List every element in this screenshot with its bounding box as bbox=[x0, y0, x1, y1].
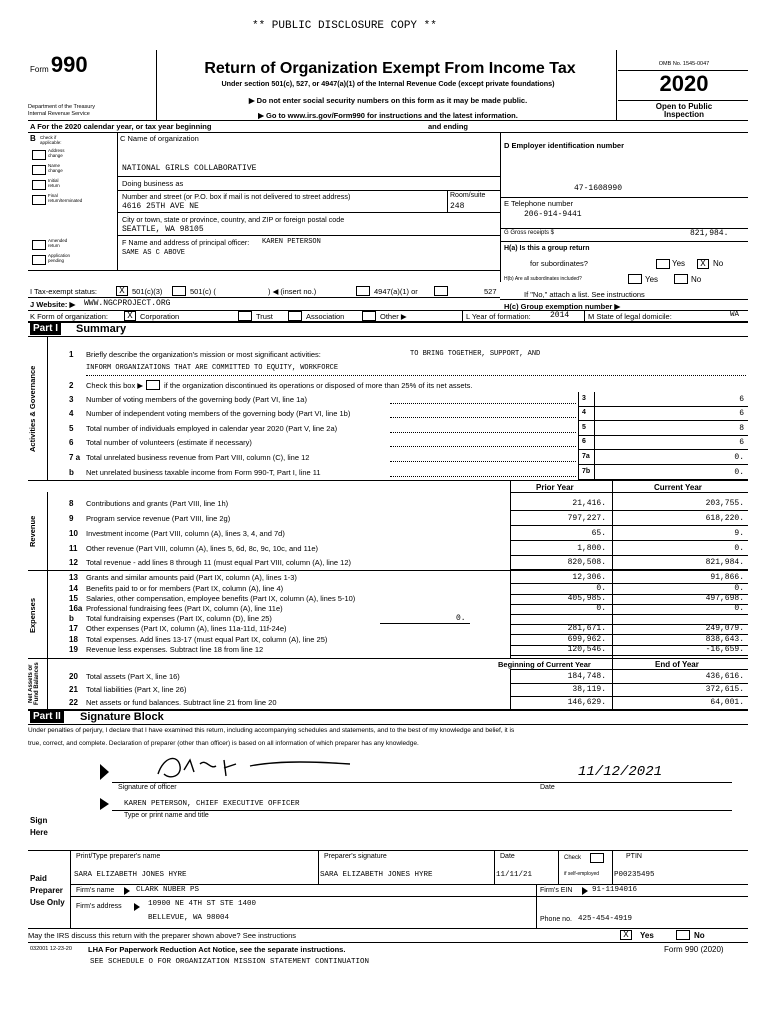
amended-return-label: Amended return bbox=[48, 238, 68, 248]
 bbox=[578, 392, 579, 406]
city-value: SEATTLE, WA 98105 bbox=[122, 225, 204, 234]
street-label: Number and street (or P.O. box if mail is not delivered to street address) bbox=[122, 192, 351, 201]
principal-officer-name: KAREN PETERSON bbox=[262, 238, 321, 246]
 bbox=[594, 406, 595, 420]
line1-value-2: INFORM ORGANIZATIONS THAT ARE COMMITTED TO EQUITY, WORKFORCE bbox=[86, 364, 339, 372]
tax-year: 2020 bbox=[659, 71, 709, 96]
subordinates-label: H(b) Are all subordinates included? bbox=[504, 276, 582, 282]
discontinued-checkbox[interactable] bbox=[146, 380, 160, 390]
 bbox=[578, 421, 579, 435]
penalty-statement-2: true, correct, and complete. Declaration of preparer (other than officer) is based on all information of which preparer has any knowledge. bbox=[28, 740, 419, 747]
trust-label: Trust bbox=[256, 312, 273, 321]
form-of-org-label: K Form of organization: bbox=[30, 312, 108, 321]
firm-name-label: Firm's name bbox=[76, 887, 115, 894]
current-year-value: 0. bbox=[734, 544, 744, 553]
part2-tag: Part II bbox=[30, 711, 64, 723]
association-label: Association bbox=[306, 312, 345, 321]
corporation-label: Corporation bbox=[140, 312, 180, 321]
section-b-label: B bbox=[30, 134, 36, 143]
current-year-value: 372,615. bbox=[705, 685, 744, 694]
status-501c-insert-label: ) ◀ (insert no.) bbox=[268, 287, 317, 296]
gov-line-box: 6 bbox=[582, 438, 586, 445]
prior-year-value: 797,227. bbox=[567, 514, 606, 523]
 bbox=[510, 696, 748, 697]
prior-year-value: 38,119. bbox=[572, 685, 606, 694]
gov-line-number: 5 bbox=[69, 424, 74, 433]
col-prior-year: Prior Year bbox=[536, 483, 574, 492]
money-line-label: Benefits paid to or for members (Part IX, column (A), line 4) bbox=[86, 584, 284, 593]
current-year-value: 618,220. bbox=[705, 514, 744, 523]
discuss-no-label: No bbox=[694, 931, 705, 940]
firm-ein-label: Firm's EIN bbox=[540, 887, 573, 894]
 bbox=[510, 510, 748, 511]
 bbox=[578, 435, 579, 449]
prior-year-value: 12,306. bbox=[572, 573, 606, 582]
officer-name-title: KAREN PETERSON, CHIEF EXECUTIVE OFFICER bbox=[124, 800, 300, 808]
money-line-number: 10 bbox=[69, 529, 78, 538]
status-4947-label: 4947(a)(1) or bbox=[374, 287, 418, 296]
current-year-value: -16,659. bbox=[705, 645, 744, 654]
group-return-sub: for subordinates? bbox=[530, 259, 588, 268]
prior-year-value: 820,508. bbox=[567, 558, 606, 567]
 bbox=[510, 540, 748, 541]
money-line-number: 14 bbox=[69, 584, 78, 593]
trust-checkbox[interactable] bbox=[238, 311, 252, 321]
status-501c-label: 501(c) ( bbox=[190, 287, 216, 296]
lha-notice: LHA For Paperwork Reduction Act Notice, see the separate instructions. bbox=[88, 945, 346, 954]
prior-year-value: 699,962. bbox=[567, 635, 606, 644]
line16b-inline-value: 0. bbox=[456, 614, 466, 623]
open-inspection-2: Inspection bbox=[663, 110, 704, 119]
gov-line-label: Number of independent voting members of the governing body (Part VI, line 1b) bbox=[86, 409, 351, 418]
irs-instructions-link[interactable]: ▶ Go to www.irs.gov/Form990 for instructions and the latest information. bbox=[258, 111, 518, 120]
ein-label: D Employer identification number bbox=[504, 141, 625, 150]
prior-year-value: 1,800. bbox=[577, 544, 606, 553]
firm-address-line2: BELLEVUE, WA 98004 bbox=[148, 914, 230, 922]
preparer-date-value: 11/11/21 bbox=[496, 871, 533, 879]
current-year-value: 0. bbox=[734, 584, 744, 593]
penalty-statement-1: Under penalties of perjury, I declare that I have examined this return, including accompanying schedules and statements, and to the best of my knowledge and belief, it is bbox=[28, 727, 515, 734]
year-formation-label: L Year of formation: bbox=[466, 312, 531, 321]
subordinates-yes-label: Yes bbox=[645, 275, 659, 284]
discuss-yes-label: Yes bbox=[640, 931, 654, 940]
form-code: 032001 12-23-20 bbox=[30, 946, 72, 952]
form-word: Form bbox=[30, 65, 49, 74]
preparer-label: Preparer bbox=[30, 886, 63, 895]
group-return-label: H(a) Is this a group return bbox=[504, 245, 590, 252]
 bbox=[578, 464, 748, 465]
line1-label: Briefly describe the organization's mission or most significant activities: bbox=[86, 350, 321, 359]
 bbox=[578, 449, 748, 450]
form-title: Return of Organization Exempt From Income Tax bbox=[204, 60, 576, 77]
prior-year-value: 21,416. bbox=[572, 499, 606, 508]
city-label: City or town, state or province, country, and ZIP or foreign postal code bbox=[122, 215, 345, 224]
form-subtitle: Under section 501(c), 527, or 4947(a)(1) of the Internal Revenue Code (except private foundations) bbox=[221, 79, 555, 88]
 bbox=[390, 476, 576, 477]
money-line-label: Contributions and grants (Part VIII, line 1h) bbox=[86, 499, 229, 508]
preparer-signature-value: SARA ELIZABETH JONES HYRE bbox=[320, 871, 433, 879]
gov-line-number: b bbox=[69, 468, 74, 477]
money-line-label: Revenue less expenses. Subtract line 18 from line 12 bbox=[86, 645, 264, 654]
gov-line-box: 4 bbox=[582, 409, 586, 416]
name-change-checkbox[interactable] bbox=[32, 165, 46, 175]
status-501c3-checkbox[interactable]: X bbox=[116, 286, 128, 296]
gov-line-box: 3 bbox=[582, 395, 586, 402]
disclosure-banner: ** PUBLIC DISCLOSURE COPY ** bbox=[252, 20, 437, 32]
discuss-yes-checkbox[interactable]: X bbox=[620, 930, 632, 940]
ptin-label: PTIN bbox=[626, 853, 642, 860]
money-line-label: Total liabilities (Part X, line 26) bbox=[86, 685, 187, 694]
money-line-label: Grants and similar amounts paid (Part IX, column (A), lines 1-3) bbox=[86, 573, 297, 582]
association-checkbox[interactable] bbox=[288, 311, 302, 321]
sign-label: Sign bbox=[30, 816, 48, 825]
money-line-label: Total fundraising expenses (Part IX, column (D), line 25) bbox=[86, 614, 272, 623]
other-org-checkbox[interactable] bbox=[362, 311, 376, 321]
money-line-number: 19 bbox=[69, 645, 78, 654]
 bbox=[578, 465, 579, 479]
org-name-label: C Name of organization bbox=[120, 134, 199, 143]
sidebar-activities-governance: Activities & Governance bbox=[28, 365, 37, 453]
form-label bbox=[30, 52, 88, 78]
money-line-label: Other revenue (Part VIII, column (A), lines 5, 6d, 8c, 9c, 10c, and 11e) bbox=[86, 544, 319, 553]
gov-line-number: 6 bbox=[69, 438, 74, 447]
open-inspection-1: Open to Public bbox=[655, 102, 713, 111]
gov-line-box: 5 bbox=[582, 424, 586, 431]
current-year-value: 0. bbox=[734, 604, 744, 613]
gov-line-number: 7 a bbox=[69, 453, 81, 462]
principal-officer-label: F Name and address of principal officer: bbox=[122, 238, 250, 247]
gross-receipts-label: G Gross receipts $ bbox=[504, 230, 555, 236]
final-return-label: Final return/terminated bbox=[48, 193, 83, 203]
prior-year-value: 65. bbox=[591, 529, 606, 538]
initial-return-checkbox[interactable] bbox=[32, 180, 46, 190]
 bbox=[594, 392, 595, 406]
 bbox=[594, 450, 595, 464]
 bbox=[390, 403, 576, 404]
money-line-number: 15 bbox=[69, 594, 78, 603]
form-number: 990 bbox=[50, 52, 88, 77]
website-label: J Website: ▶ bbox=[30, 300, 76, 309]
part1-title: Summary bbox=[76, 323, 127, 335]
money-line-label: Professional fundraising fees (Part IX, column (A), line 11e) bbox=[86, 604, 283, 613]
money-line-number: b bbox=[69, 614, 74, 623]
firm-ein-value: 91-1194016 bbox=[592, 886, 638, 894]
money-line-number: 16a bbox=[69, 604, 83, 613]
gov-line-label: Total unrelated business revenue from Part VIII, column (C), line 12 bbox=[86, 453, 310, 462]
 bbox=[594, 435, 595, 449]
 bbox=[510, 683, 748, 684]
firm-name-value: CLARK NUBER PS bbox=[136, 886, 200, 894]
status-527-label: 527 bbox=[484, 287, 497, 296]
prior-year-value: 0. bbox=[596, 584, 606, 593]
address-change-checkbox[interactable] bbox=[32, 150, 46, 160]
street-value: 4616 25TH AVE NE bbox=[122, 202, 199, 211]
money-line-number: 18 bbox=[69, 635, 78, 644]
amended-return-checkbox[interactable] bbox=[32, 240, 46, 250]
 bbox=[510, 525, 748, 526]
money-line-label: Net assets or fund balances. Subtract line 21 from line 20 bbox=[86, 698, 277, 707]
schedule-o-note: SEE SCHEDULE O FOR ORGANIZATION MISSION STATEMENT CONTINUATION bbox=[90, 958, 370, 966]
subordinates-note: If "No," attach a list. See instructions bbox=[524, 290, 645, 299]
status-4947-checkbox[interactable] bbox=[356, 286, 370, 296]
money-line-label: Total expenses. Add lines 13-17 (must equal Part IX, column (A), line 25) bbox=[86, 635, 328, 644]
ein-value: 47-1608990 bbox=[574, 184, 623, 193]
 bbox=[510, 655, 748, 656]
phone-value: 425-454-4919 bbox=[578, 915, 633, 923]
other-org-label: Other ▶ bbox=[380, 312, 407, 321]
current-year-value: 497,698. bbox=[705, 594, 744, 603]
omb-number: OMB No. 1545-0047 bbox=[658, 61, 710, 67]
line2-number: 2 bbox=[69, 381, 74, 390]
prior-year-value: 146,629. bbox=[567, 698, 606, 707]
gross-receipts-value: 821,984. bbox=[690, 229, 729, 238]
money-line-number: 9 bbox=[69, 514, 74, 523]
money-line-label: Total assets (Part X, line 16) bbox=[86, 672, 180, 681]
here-label: Here bbox=[30, 828, 48, 837]
corporation-checkbox[interactable]: X bbox=[124, 311, 136, 321]
gov-line-value: 0. bbox=[734, 453, 744, 462]
gov-line-label: Net unrelated business taxable income from Form 990-T, Part I, line 11 bbox=[86, 468, 321, 477]
initial-return-label: Initial return bbox=[48, 178, 60, 188]
line2-label-a: Check this box ▶ bbox=[86, 381, 144, 390]
self-employed-checkbox[interactable] bbox=[590, 853, 604, 863]
sidebar-expenses: Expenses bbox=[28, 597, 37, 633]
money-line-label: Other expenses (Part IX, column (A), lines 11a-11d, 11f-24e) bbox=[86, 624, 287, 633]
gov-line-value: 6 bbox=[739, 438, 744, 447]
group-return-no-label: No bbox=[713, 259, 724, 268]
part2-title: Signature Block bbox=[80, 711, 164, 723]
department: Department of the Treasury bbox=[28, 104, 95, 110]
money-line-label: Total revenue - add lines 8 through 11 (must equal Part VIII, column (A), line 12) bbox=[86, 558, 351, 567]
current-year-value: 436,616. bbox=[705, 672, 744, 681]
money-line-label: Investment income (Part VIII, column (A), lines 3, 4, and 7d) bbox=[86, 529, 285, 538]
money-line-number: 11 bbox=[69, 544, 78, 553]
gov-line-value: 0. bbox=[734, 468, 744, 477]
 bbox=[390, 461, 576, 462]
current-year-value: 203,755. bbox=[705, 499, 744, 508]
telephone-value: 206-914-9441 bbox=[524, 210, 582, 219]
gov-line-box: 7a bbox=[582, 453, 590, 460]
self-employed-label: if self-employed bbox=[564, 871, 600, 877]
officer-signature bbox=[150, 752, 360, 782]
phone-label: Phone no. bbox=[540, 916, 572, 923]
and-ending-label: and ending bbox=[428, 122, 468, 131]
gov-line-label: Number of voting members of the governing body (Part VI, line 1a) bbox=[86, 395, 307, 404]
gov-line-value: 6 bbox=[739, 409, 744, 418]
money-line-number: 22 bbox=[69, 698, 78, 707]
form-reference: Form 990 (2020) bbox=[664, 945, 724, 954]
group-return-yes-checkbox[interactable] bbox=[656, 259, 670, 269]
current-year-value: 9. bbox=[734, 529, 744, 538]
application-pending-checkbox[interactable] bbox=[32, 255, 46, 265]
sidebar-net-assets: Net Assets or Fund Balances bbox=[28, 662, 40, 706]
gov-line-label: Total number of volunteers (estimate if necessary) bbox=[86, 438, 252, 447]
principal-officer-address: SAME AS C ABOVE bbox=[122, 249, 186, 257]
current-year-value: 64,001. bbox=[710, 698, 744, 707]
org-name-value: NATIONAL GIRLS COLLABORATIVE bbox=[122, 164, 257, 173]
current-year-value: 838,643. bbox=[705, 635, 744, 644]
 bbox=[594, 465, 595, 479]
application-pending-label: Application pending bbox=[48, 253, 71, 263]
part1-tag: Part I bbox=[30, 323, 61, 335]
gov-line-number: 4 bbox=[69, 409, 74, 418]
signature-date: 11/12/2021 bbox=[578, 764, 663, 780]
 bbox=[390, 446, 576, 447]
current-year-value: 249,079. bbox=[705, 624, 744, 633]
name-change-label: Name change bbox=[48, 163, 63, 173]
final-return-checkbox[interactable] bbox=[32, 195, 46, 205]
tax-exempt-status-label: I Tax-exempt status: bbox=[30, 287, 97, 296]
col-beginning-year: Beginning of Current Year bbox=[498, 660, 591, 669]
line1-value-1: TO BRING TOGETHER, SUPPORT, AND bbox=[410, 350, 541, 358]
gov-line-number: 3 bbox=[69, 395, 74, 404]
telephone-label: E Telephone number bbox=[504, 199, 574, 208]
sidebar-revenue: Revenue bbox=[28, 515, 37, 547]
gov-line-box: 7b bbox=[582, 468, 591, 475]
 bbox=[578, 450, 579, 464]
preparer-name-label: Print/Type preparer's name bbox=[76, 853, 161, 860]
group-return-yes-label: Yes bbox=[672, 259, 686, 268]
use-only-label: Use Only bbox=[30, 898, 65, 907]
prior-year-value: 120,546. bbox=[567, 645, 606, 654]
current-year-value: 821,984. bbox=[705, 558, 744, 567]
firm-address-label: Firm's address bbox=[76, 903, 122, 910]
money-line-label: Salaries, other compensation, employee benefits (Part IX, column (A), lines 5-10) bbox=[86, 594, 356, 603]
signature-date-label: Date bbox=[540, 784, 555, 791]
officer-signature-label: Signature of officer bbox=[118, 784, 177, 791]
 bbox=[578, 420, 748, 421]
ptin-value: P00235495 bbox=[614, 871, 655, 879]
gov-line-label: Total number of individuals employed in calendar year 2020 (Part V, line 2a) bbox=[86, 424, 338, 433]
money-line-label: Program service revenue (Part VIII, line 2g) bbox=[86, 514, 231, 523]
money-line-number: 21 bbox=[69, 685, 78, 694]
preparer-date-label: Date bbox=[500, 853, 515, 860]
 bbox=[594, 421, 595, 435]
money-line-number: 20 bbox=[69, 672, 78, 681]
website-value[interactable]: WWW.NGCPROJECT.ORG bbox=[84, 299, 171, 308]
status-501c-checkbox[interactable] bbox=[172, 286, 186, 296]
preparer-signature-label: Preparer's signature bbox=[324, 853, 387, 860]
group-return-no-checkbox[interactable]: X bbox=[697, 259, 709, 269]
address-change-label: Address change bbox=[48, 148, 65, 158]
discuss-question: May the IRS discuss this return with the preparer shown above? See instructions bbox=[28, 931, 297, 940]
state-domicile-label: M State of legal domicile: bbox=[588, 312, 672, 321]
room-label: Room/suite bbox=[450, 192, 486, 199]
money-line-number: 8 bbox=[69, 499, 74, 508]
 bbox=[390, 417, 576, 418]
subordinates-yes-checkbox[interactable] bbox=[628, 274, 642, 284]
gov-line-value: 6 bbox=[739, 395, 744, 404]
line-a-label: A For the 2020 calendar year, or tax year beginning bbox=[30, 122, 212, 131]
year-formation-value: 2014 bbox=[550, 311, 570, 320]
prior-year-value: 405,985. bbox=[567, 594, 606, 603]
 bbox=[510, 614, 748, 615]
check-label: Check bbox=[564, 855, 582, 861]
gov-line-value: 8 bbox=[739, 424, 744, 433]
preparer-name-value: SARA ELIZABETH JONES HYRE bbox=[74, 871, 187, 879]
prior-year-value: 0. bbox=[596, 604, 606, 613]
paid-label: Paid bbox=[30, 874, 47, 883]
state-domicile-value: WA bbox=[730, 311, 740, 319]
 bbox=[578, 406, 579, 420]
money-line-number: 17 bbox=[69, 624, 78, 633]
prior-year-value: 281,671. bbox=[567, 624, 606, 633]
subordinates-no-checkbox[interactable] bbox=[674, 274, 688, 284]
type-name-label: Type or print name and title bbox=[124, 812, 209, 819]
current-year-value: 91,866. bbox=[710, 573, 744, 582]
 bbox=[390, 432, 576, 433]
firm-address-line1: 10900 NE 4TH ST STE 1400 bbox=[148, 900, 257, 908]
col-end-year: End of Year bbox=[655, 660, 699, 669]
 bbox=[510, 555, 748, 556]
check-if-applicable: Check if applicable: bbox=[40, 135, 62, 145]
room-value: 248 bbox=[450, 202, 465, 211]
col-current-year: Current Year bbox=[654, 483, 702, 492]
 bbox=[578, 435, 748, 436]
discuss-no-checkbox[interactable] bbox=[676, 930, 690, 940]
status-501c3-label: 501(c)(3) bbox=[132, 287, 163, 296]
line1-number: 1 bbox=[69, 350, 74, 359]
ssn-notice: ▶ Do not enter social security numbers on this form as it may be made public. bbox=[248, 96, 528, 105]
prior-year-value: 184,748. bbox=[567, 672, 606, 681]
money-line-number: 12 bbox=[69, 558, 78, 567]
 bbox=[578, 406, 748, 407]
status-527-checkbox[interactable] bbox=[434, 286, 448, 296]
irs-service: Internal Revenue Service bbox=[28, 111, 90, 117]
money-line-number: 13 bbox=[69, 573, 78, 582]
group-exemption-label: H(c) Group exemption number ▶ bbox=[504, 302, 621, 311]
dba-label: Doing business as bbox=[122, 179, 184, 188]
line2-label-b: if the organization discontinued its operations or disposed of more than 25% of its net assets. bbox=[164, 381, 473, 390]
subordinates-no-label: No bbox=[691, 275, 702, 284]
